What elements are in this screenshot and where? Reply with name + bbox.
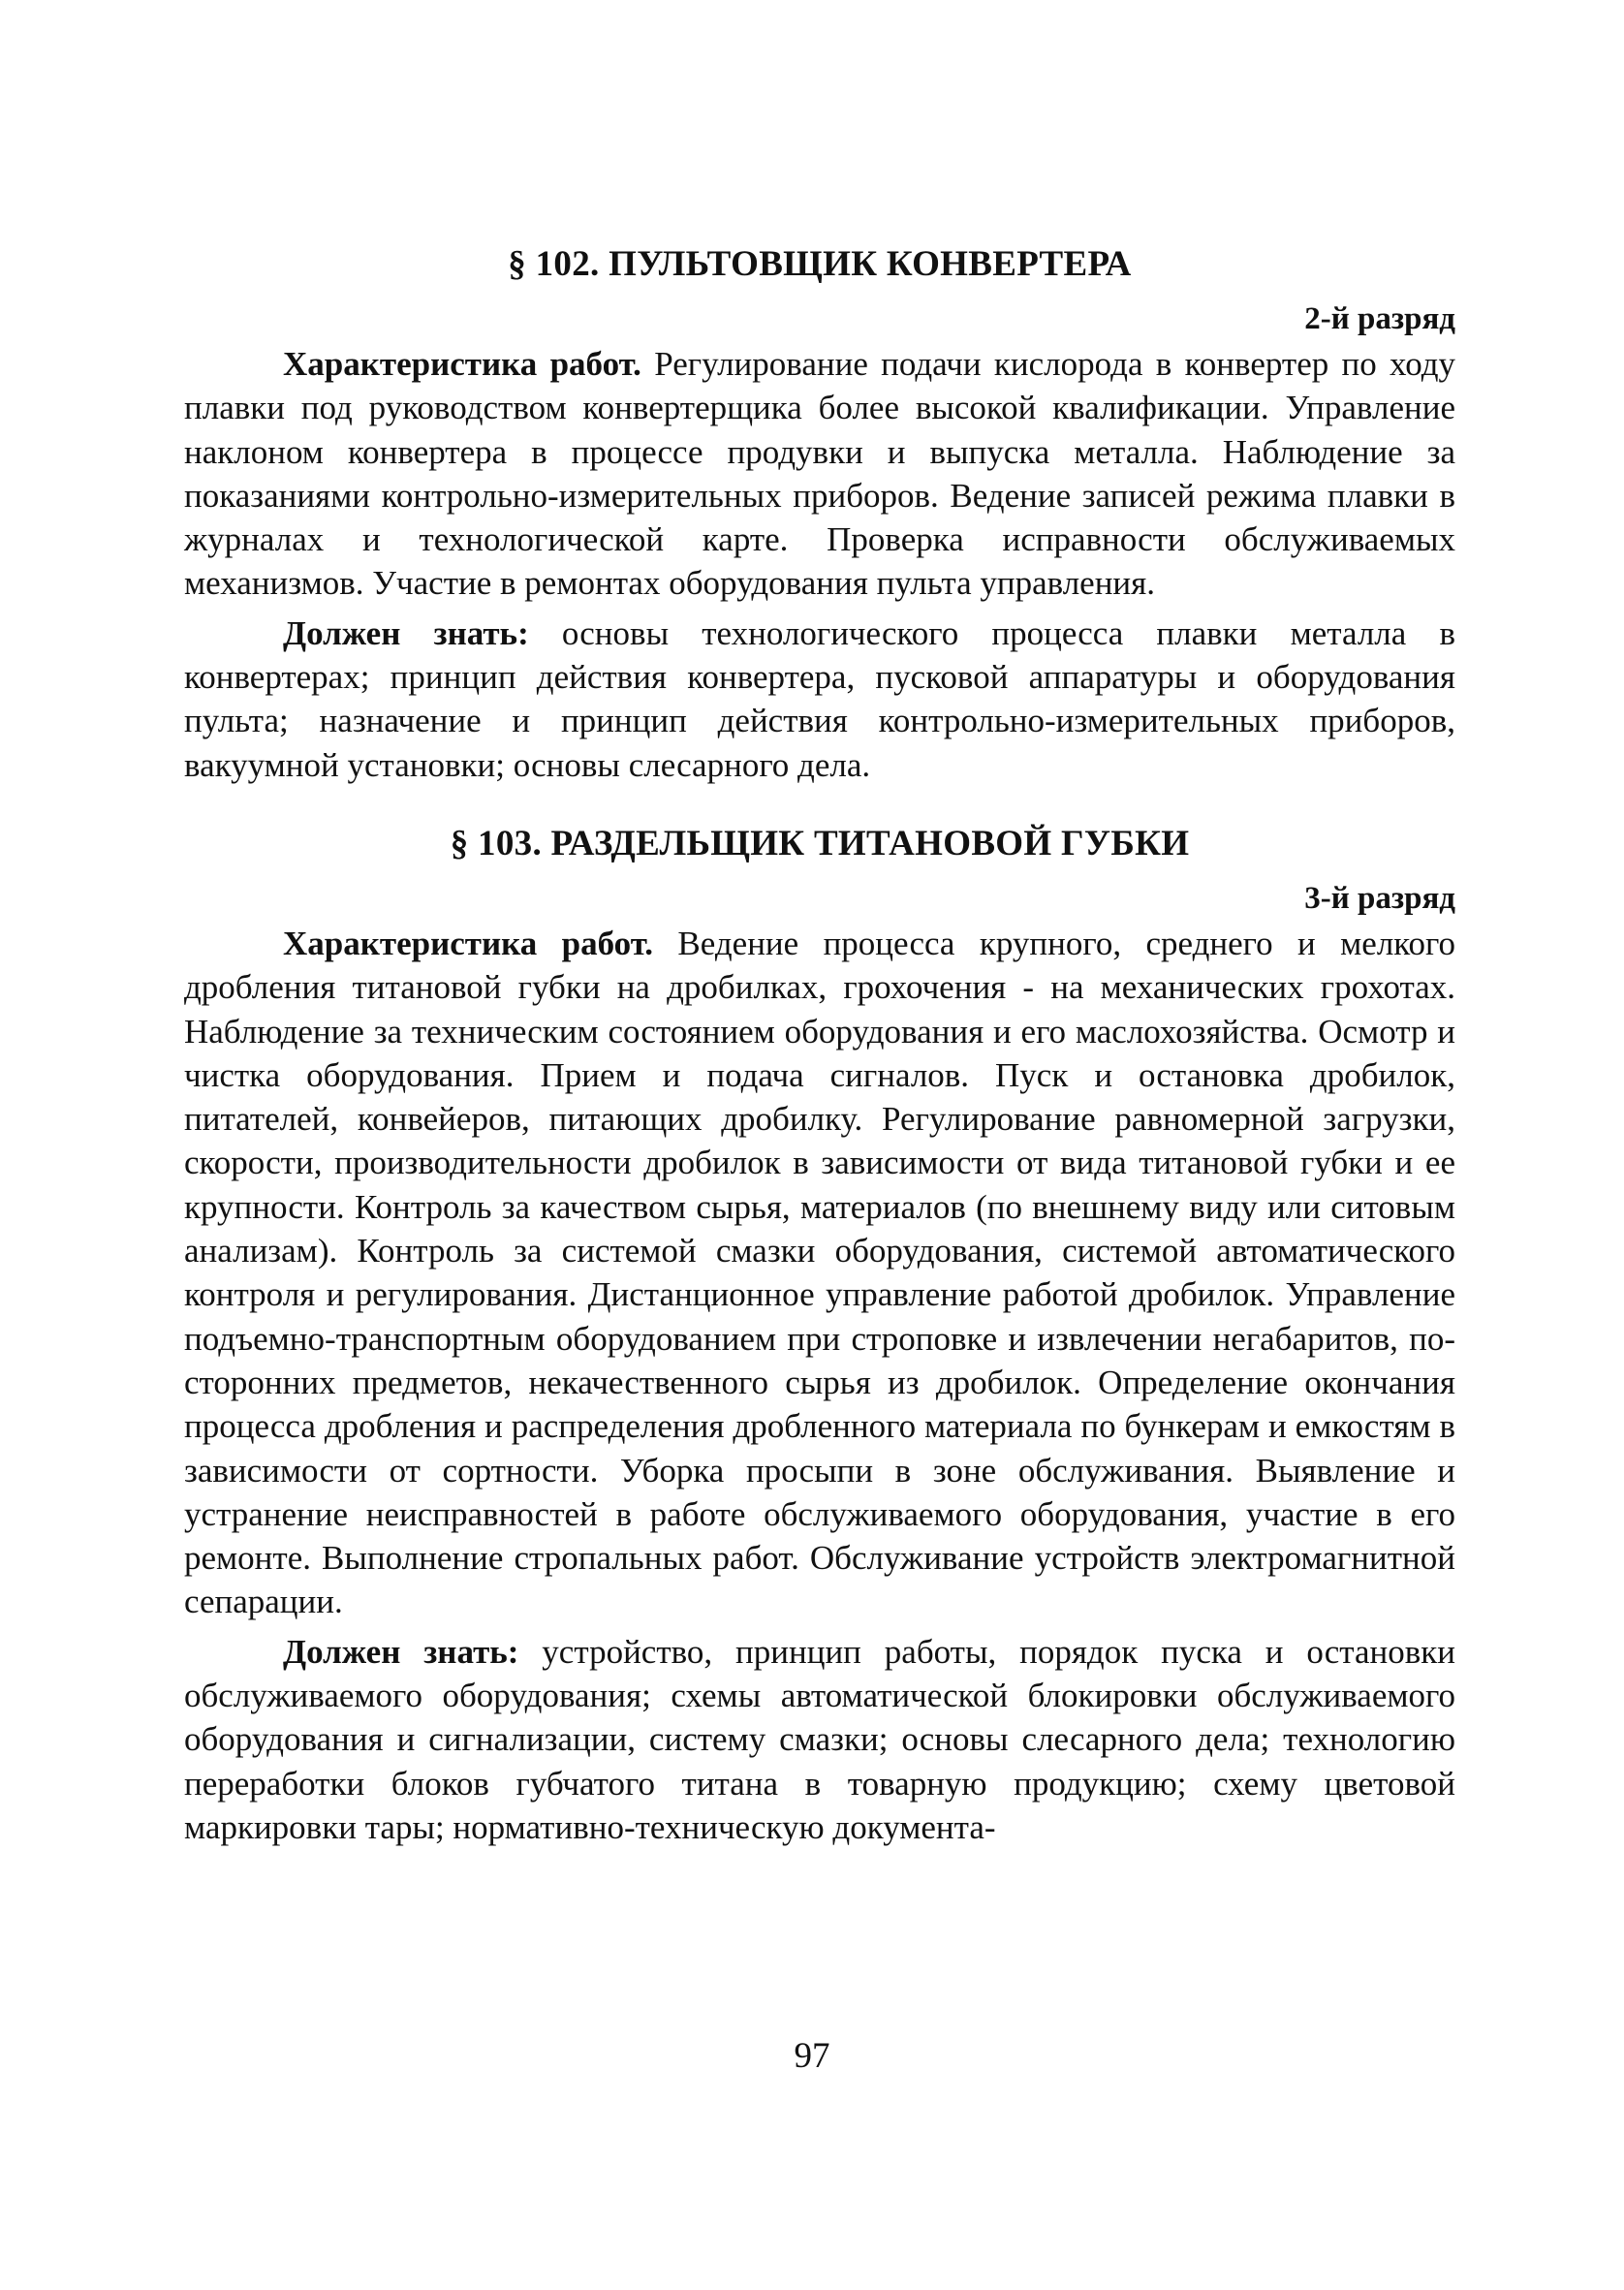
characteristic-text: Регулирование подачи кислорода в конвертер по ходу плавки под руководством конвертерщика более высокой квалификации. Управление наклоном конвертера в процессе продувки и выпуска металла. Наблюдение за показаниями контрольно-измерительных приборов. Ведение записей режима плавки в журналах и технологической карте. Проверка исправности обслуживаемых механизмов. Участие в ремонтах оборудования пульта управления. xyxy=(184,345,1455,603)
page-content xyxy=(184,233,1455,1849)
characteristic-label: Характеристика работ. xyxy=(283,345,641,383)
knowledge-text: основы технологического процесса плавки металла в конвертерах; принцип действия конвертера, пусковой аппаратуры и оборудования пульта; назначение и принцип действия контрольно-измерительных приборов, вакуумной установки; основы слесарного дела. xyxy=(184,613,1455,784)
section-title: § 102. ПУЛЬТОВЩИК КОНВЕРТЕРА xyxy=(508,244,1132,284)
section-title: § 103. РАЗДЕЛЬЩИК ТИТАНОВОЙ ГУБКИ xyxy=(450,823,1190,863)
section-102 xyxy=(184,233,1455,787)
characteristic-label: Характеристика работ. xyxy=(283,924,654,962)
knowledge-text: устройство, принцип работы, порядок пуска и остановки обслуживаемого оборудования; схемы автоматической блокировки обслуживаемого оборудования и сигнализации, систему смазки; основы слесарного дела; технологию переработки блоков губчатого титана в товарную продукцию; схему цветовой маркировки тары; нормативно-техническую документа- xyxy=(184,1632,1456,1846)
characteristic-paragraph xyxy=(184,922,1455,1624)
section-103 xyxy=(184,812,1455,1849)
characteristic-text: Ведение процесса крупного, среднего и мелкого дробления титановой губки на дробилках, грохочения - на механических грохотах. Наблюдение за техническим состоянием оборудования и его маслохозяйства. Осмотр и чистка оборудования. Прием и подача сигналов. Пуск и остановка дробилок, питателей, конвейеров, питающих дробилку. Регулирование равномерной загрузки, скорости, производительности дробилок в зависимости от вида титановой губки и ее крупности. Контроль за качеством сырья, материалов (по внешнему виду или ситовым анализам). Контроль за системой смазки оборудования, системой автоматического контроля и регулирования. Дистанционное управление работой дробилок. Управление подъемно-транспортным оборудованием при строповке и извлечении негабаритов, посторонних предметов, некачественного сырья из дробилок. Определение окончания процесса дробления и распределения дробленного материала по бункерам и емкостям в зависимости от сортности. Уборка просыпи в зоне обслуживания. Выявление и устранение неисправностей в работе обслуживаемого оборудования, участие в его ремонте. Выполнение стропальных работ. Обслуживание устройств электромагнитной сепарации. xyxy=(184,924,1455,1621)
grade-label: 3-й разряд xyxy=(1304,880,1455,916)
grade-label: 2-й разряд xyxy=(1304,301,1455,336)
knowledge-paragraph xyxy=(184,612,1455,787)
knowledge-paragraph xyxy=(184,1630,1455,1849)
knowledge-label: Должен знать: xyxy=(283,613,529,652)
page-number: 97 xyxy=(794,2036,830,2076)
knowledge-label: Должен знать: xyxy=(283,1632,519,1671)
characteristic-paragraph xyxy=(184,342,1455,606)
